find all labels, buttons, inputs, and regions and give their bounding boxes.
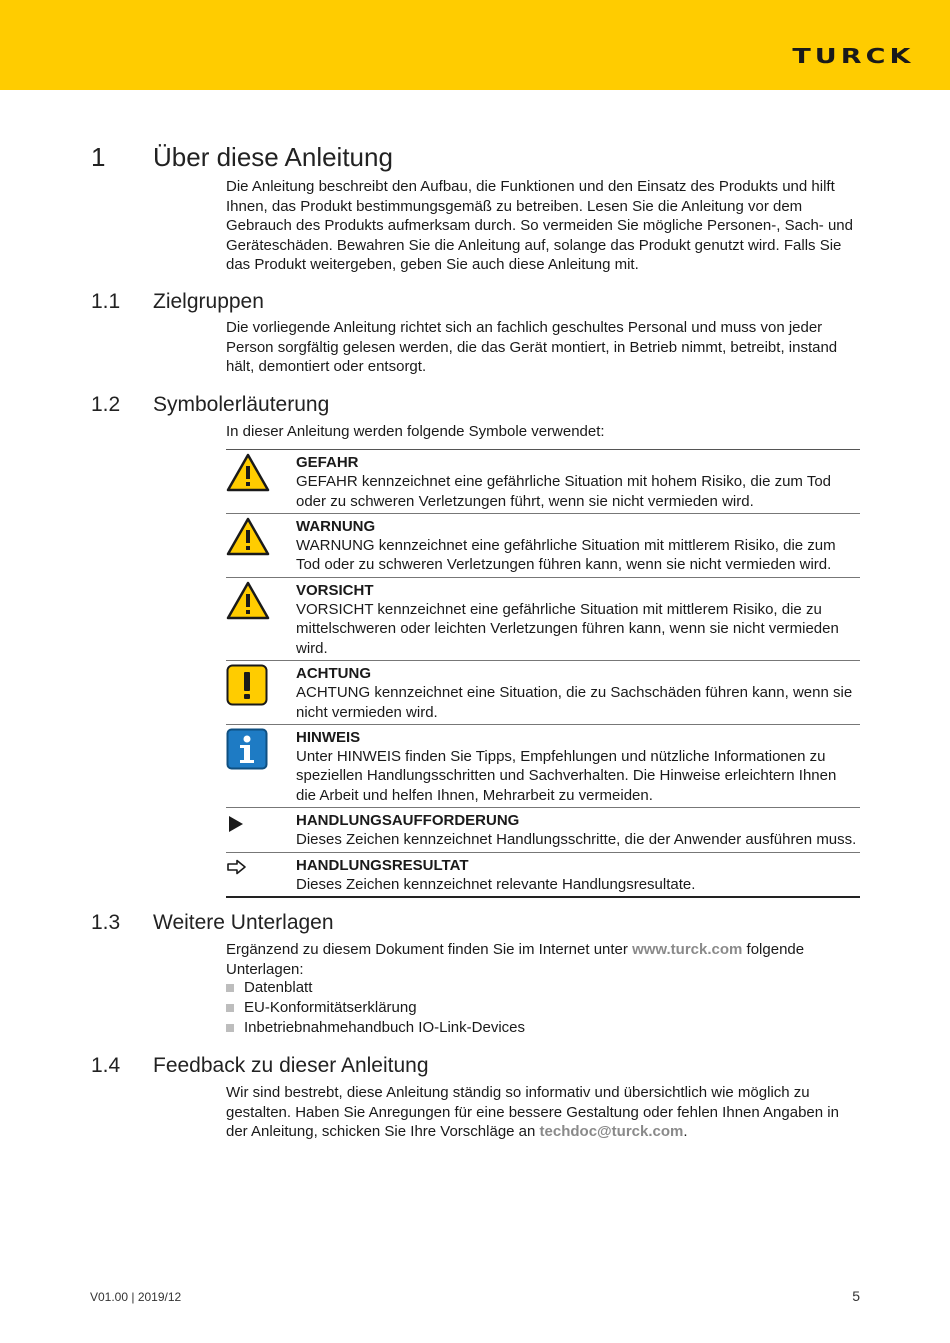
body-text: Wir sind bestrebt, diese Anleitung ständig so informativ und übersichtlich wie möglich zu gestalten. Haben Sie Anregungen für eine bessere Gestaltung oder fehlen Ihnen Angaben in der Anleitung, schicken Sie Ihre Vorschläge an [226,1084,839,1140]
symbol-row-hinweis [226,724,860,807]
page-number: 5 [852,1288,860,1304]
list-item: EU-Konformitätserklärung [226,998,525,1018]
list-item: Inbetriebnahmehandbuch IO-Link-Devices [226,1018,525,1038]
section-title: Weitere Unterlagen [153,911,334,934]
info-icon [226,728,296,807]
turck-logo: TURCK [791,44,914,68]
symbol-title: HINWEIS [296,728,361,746]
section-body: Die Anleitung beschreibt den Aufbau, die Funktionen und den Einsatz des Produkts und hilft Ihnen, das Produkt bestimmungsgemäß zu betreiben. Lesen Sie die Anleitung vor dem Gebrauch des Produkts aufmerksam durch. So vermeiden Sie mögliche Personen-, Sach- und Geräteschäden. Bewahren Sie die Anleitung auf, solange das Produkt genutzt wird. Falls Sie das Produkt weitergeben, geben Sie auch diese Anleitung mit. [226,178,853,273]
symbol-row-warnung [226,513,860,577]
body-text: . [683,1123,688,1140]
body-text: folgende Unterlagen: [226,941,805,978]
outline-arrow-icon [226,856,296,897]
website-link[interactable]: www.turck.com [632,941,743,958]
exclamation-icon [226,664,296,724]
section-number: 1.4 [91,1054,121,1077]
play-triangle-icon [226,811,296,852]
symbol-row-handlungsaufforderung [226,807,860,852]
symbol-description: Dieses Zeichen kennzeichnet relevante Handlungsresultate. [296,875,696,893]
symbol-table [226,449,860,898]
section-number: 1 [91,142,106,172]
symbol-description: VORSICHT kennzeichnet eine gefährliche Situation mit mittlerem Risiko, die zu mittelschweren oder leichten Verletzungen führen kann, wenn sie nicht vermieden wird. [296,601,839,657]
section-title: Über diese Anleitung [153,142,393,172]
symbol-row-gefahr [226,450,860,513]
section-number: 1.3 [91,911,121,934]
warning-triangle-icon [226,581,296,660]
symbol-description: Dieses Zeichen kennzeichnet Handlungsschritte, die der Anwender ausführen muss. [296,831,857,849]
symbol-description: WARNUNG kennzeichnet eine gefährliche Situation mit mittlerem Risiko, die zum Tod oder zu schweren Verletzungen führen kann, wenn sie nicht vermieden wird. [296,537,836,574]
body-text: Ergänzend zu diesem Dokument finden Sie im Internet unter [226,941,633,958]
section-title: Symbolerläuterung [153,393,330,416]
warning-triangle-icon [226,453,296,513]
section-title: Zielgruppen [153,290,264,313]
symbol-title: ACHTUNG [296,664,371,682]
symbol-row-achtung [226,660,860,724]
symbol-description: GEFAHR kennzeichnet eine gefährliche Situation mit hohem Risiko, die zum Tod oder zu schweren Verletzungen führt, wenn sie nicht vermieden wird. [296,473,831,510]
symbol-title: WARNUNG [296,517,376,535]
section-title: Feedback zu dieser Anleitung [153,1054,429,1077]
symbol-description: Unter HINWEIS finden Sie Tipps, Empfehlungen und nützliche Informationen zu speziellen Handlungsschritten und Sachverhalten. Die Hinweise erleichtern Ihnen die Arbeit und helfen Ihnen, Mehrarbeit zu vermeiden. [296,748,837,804]
symbol-row-vorsicht [226,577,860,660]
document-list [226,978,525,1038]
symbol-description: ACHTUNG kennzeichnet eine Situation, die zu Sachschäden führen kann, wenn sie nicht vermieden wird. [296,684,853,721]
warning-triangle-icon [226,517,296,577]
symbol-title: HANDLUNGSAUFFORDERUNG [296,812,520,830]
section-body [226,1083,860,1142]
email-link[interactable]: techdoc@turck.com [539,1123,684,1140]
section-intro: In dieser Anleitung werden folgende Symbole verwendet: [226,423,605,440]
symbol-title: HANDLUNGSRESULTAT [296,856,469,874]
symbol-title: VORSICHT [296,581,374,599]
symbol-title: GEFAHR [296,454,359,471]
section-body [226,940,860,979]
section-body: Die vorliegende Anleitung richtet sich an fachlich geschultes Personal und muss von jeder Person sorgfältig gelesen werden, die das Gerät montiert, in Betrieb nimmt, betreibt, instand hält, demontiert oder entsorgt. [226,319,838,375]
footer-version: V01.00 | 2019/12 [90,1290,182,1304]
list-item: Datenblatt [226,978,525,998]
section-number: 1.2 [91,393,121,416]
symbol-row-handlungsresultat [226,852,860,897]
header-bar [0,0,950,90]
section-number: 1.1 [91,290,121,313]
